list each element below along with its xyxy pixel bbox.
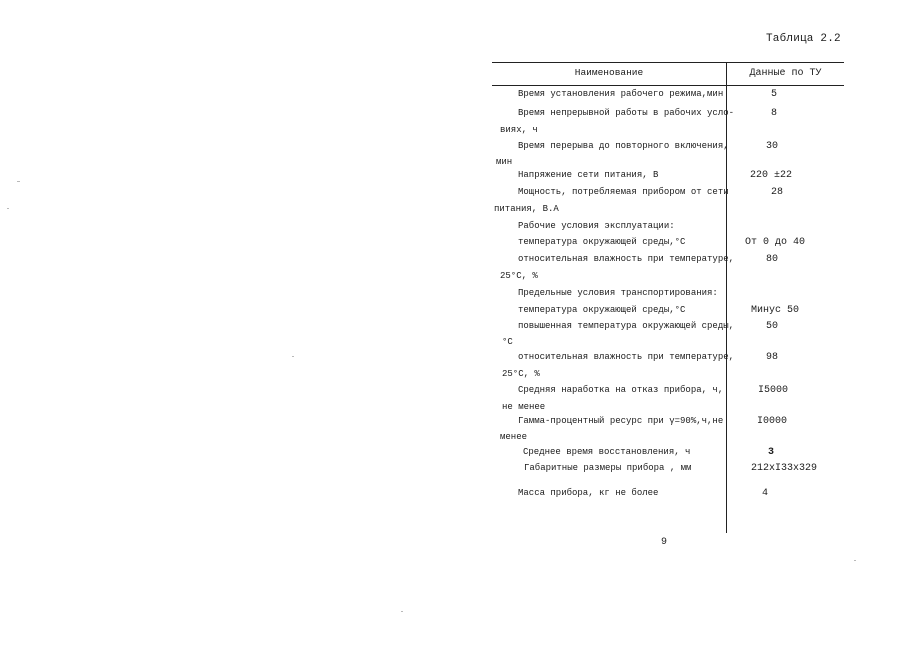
- row-11-line-1: 25°С, %: [502, 369, 540, 379]
- scan-speck: [17, 181, 20, 182]
- row-12-line-0: Средняя наработка на отказ прибора, ч,: [518, 385, 724, 395]
- row-13-value: I0000: [757, 416, 788, 427]
- row-3-value: 220 ±22: [750, 170, 793, 181]
- column-header-name: Наименование: [574, 67, 644, 78]
- row-2-line-1: мин: [496, 157, 513, 167]
- row-4-line-0: Мощность, потребляемая прибором от сети: [518, 187, 729, 197]
- page-number: 9: [661, 537, 668, 548]
- row-12-line-1: не менее: [502, 402, 546, 412]
- row-16-value: 4: [762, 488, 769, 499]
- scan-speck: [401, 611, 403, 612]
- row-2-line-0: Время перерыва до повторного включения,: [518, 141, 729, 151]
- column-divider: [726, 62, 727, 533]
- row-6-line-0: температура окружающей среды,°С: [518, 237, 686, 247]
- row-6-value: От 0 до 40: [745, 237, 806, 248]
- row-10-value: 50: [766, 321, 779, 332]
- row-0-line-0: Время установления рабочего режима,мин: [518, 89, 724, 99]
- row-4-value: 28: [771, 187, 784, 198]
- row-11-value: 98: [766, 352, 779, 363]
- scan-speck: [292, 356, 294, 357]
- row-9-line-0: температура окружающей среды,°С: [518, 305, 686, 315]
- row-3-line-0: Напряжение сети питания, В: [518, 170, 659, 180]
- row-10-line-1: °С: [502, 337, 513, 347]
- row-16-line-0: Масса прибора, кг не более: [518, 488, 659, 498]
- row-7-line-0: относительная влажность при температуре,: [518, 254, 735, 264]
- row-11-line-0: относительная влажность при температуре,: [518, 352, 735, 362]
- row-9-value: Минус 50: [751, 305, 800, 316]
- row-8-line-0: Предельные условия транспортирования:: [518, 288, 718, 298]
- row-12-value: I5000: [758, 385, 789, 396]
- row-1-line-1: виях, ч: [500, 125, 538, 135]
- row-10-line-0: повышенная температура окружающей среды,: [518, 321, 735, 331]
- column-header-value: Данные по ТУ: [749, 68, 822, 79]
- row-7-line-1: 25°С, %: [500, 271, 538, 281]
- row-2-value: 30: [766, 141, 779, 152]
- row-4-line-1: питания, В.А: [494, 204, 559, 214]
- table-label: Таблица 2.2: [766, 33, 841, 45]
- row-13-line-1: менее: [500, 432, 528, 442]
- row-13-line-0: Гамма-процентный ресурс при γ=90%,ч,не: [518, 416, 724, 426]
- scan-speck: [854, 560, 856, 561]
- row-15-value: 212xI33x329: [751, 463, 818, 474]
- table-header-rule: [492, 85, 844, 86]
- row-1-line-0: Время непрерывной работы в рабочих усло-: [518, 108, 735, 118]
- row-0-value: 5: [771, 89, 778, 100]
- row-14-line-0: Среднее время восстановления, ч: [523, 447, 691, 457]
- row-1-value: 8: [771, 108, 778, 119]
- scan-speck: [7, 208, 9, 209]
- row-15-line-0: Габаритные размеры прибора , мм: [524, 463, 692, 473]
- row-14-value: 3: [768, 447, 775, 458]
- row-5-line-0: Рабочие условия эксплуатации:: [518, 221, 675, 231]
- table-top-rule: [492, 62, 844, 63]
- row-7-value: 80: [766, 254, 779, 265]
